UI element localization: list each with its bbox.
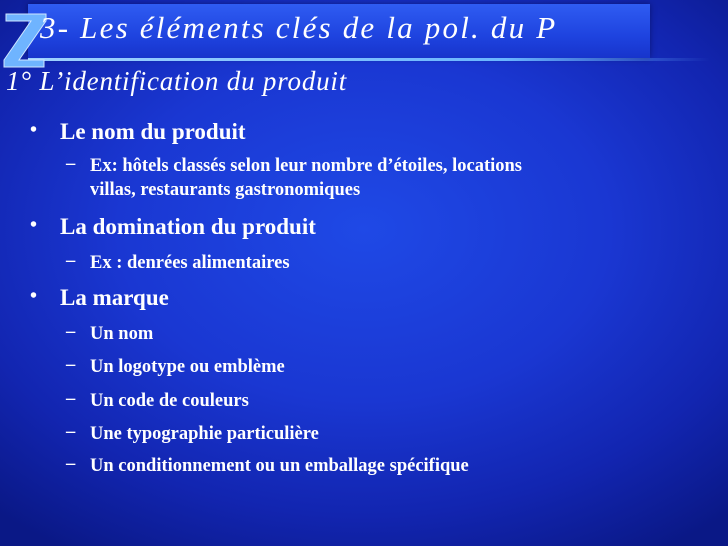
bullet-text: Le nom du produit: [60, 119, 246, 144]
bullet-marker: •: [30, 119, 38, 141]
subbullet-text: Un conditionnement ou un emballage spécifique: [90, 456, 469, 476]
bullet-marker: •: [30, 285, 38, 307]
subbullet-text: [90, 154, 522, 202]
slide-subtitle: 1° L’identification du produit: [6, 66, 348, 96]
subbullet-text: Ex : denrées alimentaires: [90, 253, 290, 273]
dash-marker: –: [66, 251, 76, 271]
dash-marker: –: [66, 322, 76, 342]
dash-marker: –: [66, 389, 76, 409]
bullet-text: La domination du produit: [60, 214, 316, 239]
subbullet-text: Un code de couleurs: [90, 391, 249, 411]
subbullet-line: Ex: hôtels classés selon leur nombre d’étoiles, locations: [90, 156, 522, 176]
subbullet-text: Un nom: [90, 324, 154, 344]
dash-marker: –: [66, 454, 76, 474]
bullet-marker: •: [30, 214, 38, 236]
subbullet-text: Une typographie particulière: [90, 424, 319, 444]
dash-marker: –: [66, 355, 76, 375]
dash-marker: –: [66, 154, 76, 174]
subbullet-text: Un logotype ou emblème: [90, 357, 285, 377]
slide-title: 3- Les éléments clés de la pol. du P: [40, 10, 558, 45]
dash-marker: –: [66, 422, 76, 442]
subbullet-line: villas, restaurants gastronomiques: [90, 180, 361, 200]
bullet-text: La marque: [60, 285, 169, 310]
